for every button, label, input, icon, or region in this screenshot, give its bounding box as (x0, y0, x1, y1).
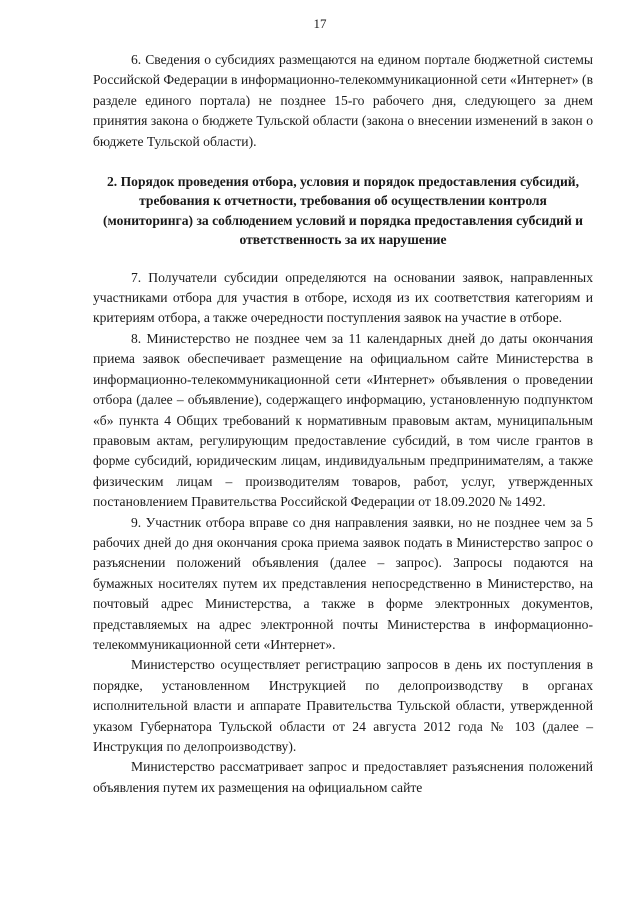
paragraph-7: 7. Получатели субсидии определяются на основании заявок, направленных участниками отбора для участия в отборе, исходя из их соответствия категориям и критериям отбора, а также очередности поступления заявок на участие в отборе. (93, 269, 593, 326)
paragraph-8: 8. Министерство не позднее чем за 11 календарных дней до даты окончания приема заявок обеспечивает размещение на официальном сайте Министерства в информационно-телекоммуникационной сети «Интернет» объявления о проведении отбора (далее – объявление), содержащего информацию, установленную подпунктом «б» пункта 4 Общих требований к нормативным правовым актам, муниципальным правовым актам, регулирующим предоставление субсидий, в том числе грантов в форме субсидий, юридическим лицам, индивидуальным предпринимателям, а также физическим лицам – производителям товаров, работ, услуг, утвержденных постановлением Правительства Российской Федерации от 18.09.2020 № 1492. (93, 330, 593, 510)
document-body (93, 50, 593, 798)
section-heading: 2. Порядок проведения отбора, условия и порядок предоставления субсидий, требования к отчетности, требования об осуществлении контроля (мониторинга) за соблюдением условий и порядка предоставления субсидий и ответственность за их нарушение (102, 174, 584, 248)
paragraph-clarification: Министерство рассматривает запрос и предоставляет разъяснения положений объявления путем их размещения на официальном сайте (93, 759, 593, 795)
paragraph-9: 9. Участник отбора вправе со дня направления заявки, но не позднее чем за 5 рабочих дней до дня окончания срока приема заявок подать в Министерство запрос о разъяснении положений объявления (далее – запрос). Запросы подаются на бумажных носителях путем их представления непосредственно в Министерство, на почтовый адрес Министерства, а также в форме электронных документов, представляемых на адрес электронной почты Министерства в информационно-телекоммуникационной сети «Интернет». (93, 514, 593, 652)
paragraph-6: 6. Сведения о субсидиях размещаются на едином портале бюджетной системы Российской Федерации в информационно-телекоммуникационной сети «Интернет» (в разделе единого портала) не позднее 15-го рабочего дня, следующего за днем принятия закона о бюджете Тульской области (закона о внесении изменений в закон о бюджете Тульской области). (93, 52, 593, 149)
paragraph-registration: Министерство осуществляет регистрацию запросов в день их поступления в порядке, установленном Инструкцией по делопроизводству в органах исполнительной власти и аппарате Правительства Тульской области, утвержденной указом Губернатора Тульской области от 24 августа 2012 года № 103 (далее – Инструкция по делопроизводству). (93, 657, 593, 754)
page-number: 17 (313, 16, 327, 31)
